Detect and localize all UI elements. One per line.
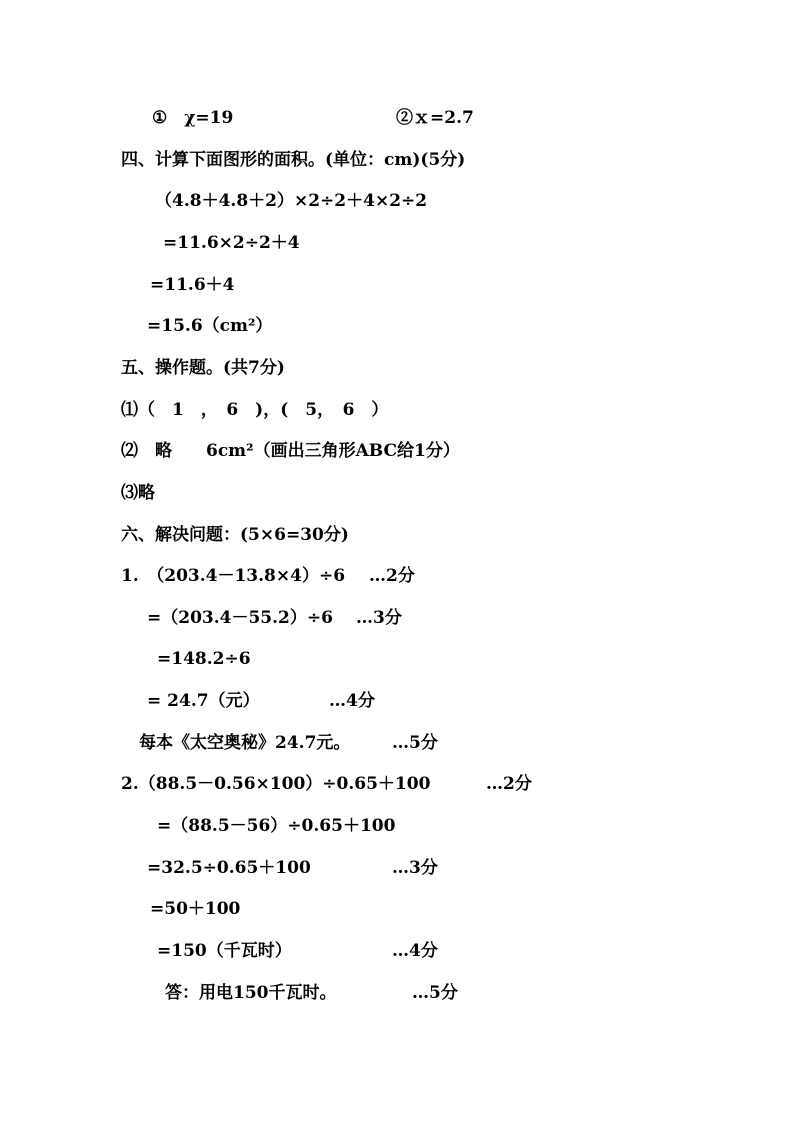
problem2-line-5-score: …4分 (392, 941, 438, 961)
problem1-line-1-score: …2分 (369, 566, 415, 586)
problem1-line-2: =（203.4－55.2）÷6 (147, 608, 333, 628)
problem1-answer-score: …5分 (392, 733, 438, 753)
problem1-line-3: =148.2÷6 (157, 649, 251, 669)
equation-answer-1: ① χ=19 (152, 108, 234, 128)
section4-step-2: =11.6×2÷2＋4 (163, 233, 300, 253)
problem1-line-1: 1. （203.4－13.8×4）÷6 (121, 566, 346, 586)
section4-heading: 四、计算下面图形的面积。(单位：cm)(5分) (121, 150, 466, 170)
problem2-line-1: 2.（88.5－0.56×100）÷0.65＋100 (121, 774, 431, 794)
problem2-answer-score: …5分 (412, 983, 458, 1003)
problem1-line-4: = 24.7（元） (147, 691, 260, 711)
problem2-line-4: =50＋100 (150, 899, 241, 919)
problem1-line-4-score: …4分 (329, 691, 375, 711)
problem2-answer: 答：用电150千瓦时。 (165, 983, 337, 1003)
equation-answer-2: ②ｘ=2.7 (396, 108, 474, 128)
section5-item-3: ⑶略 (121, 483, 155, 503)
section5-item-2: ⑵ 略 6cm²（画出三角形ABC给1分） (121, 441, 460, 461)
section4-step-1: （4.8＋4.8＋2）×2÷2＋4×2÷2 (155, 191, 428, 211)
problem2-line-5: =150（千瓦时） (157, 941, 292, 961)
problem1-line-2-score: …3分 (356, 608, 402, 628)
problem2-line-3-score: …3分 (392, 858, 438, 878)
section4-step-3: =11.6＋4 (150, 275, 235, 295)
problem2-line-3: =32.5÷0.65＋100 (147, 858, 311, 878)
section4-step-4: =15.6（cm²） (147, 316, 273, 336)
problem2-line-2: =（88.5－56）÷0.65＋100 (157, 816, 396, 836)
section5-item-1: ⑴（ 1 ， 6 )，( 5， 6 ） (121, 400, 389, 420)
section5-heading: 五、操作题。(共7分) (121, 358, 285, 378)
section6-heading: 六、解决问题：(5×6=30分) (121, 525, 349, 545)
problem1-answer: 每本《太空奥秘》24.7元。 (139, 733, 351, 753)
problem2-line-1-score: …2分 (486, 774, 532, 794)
